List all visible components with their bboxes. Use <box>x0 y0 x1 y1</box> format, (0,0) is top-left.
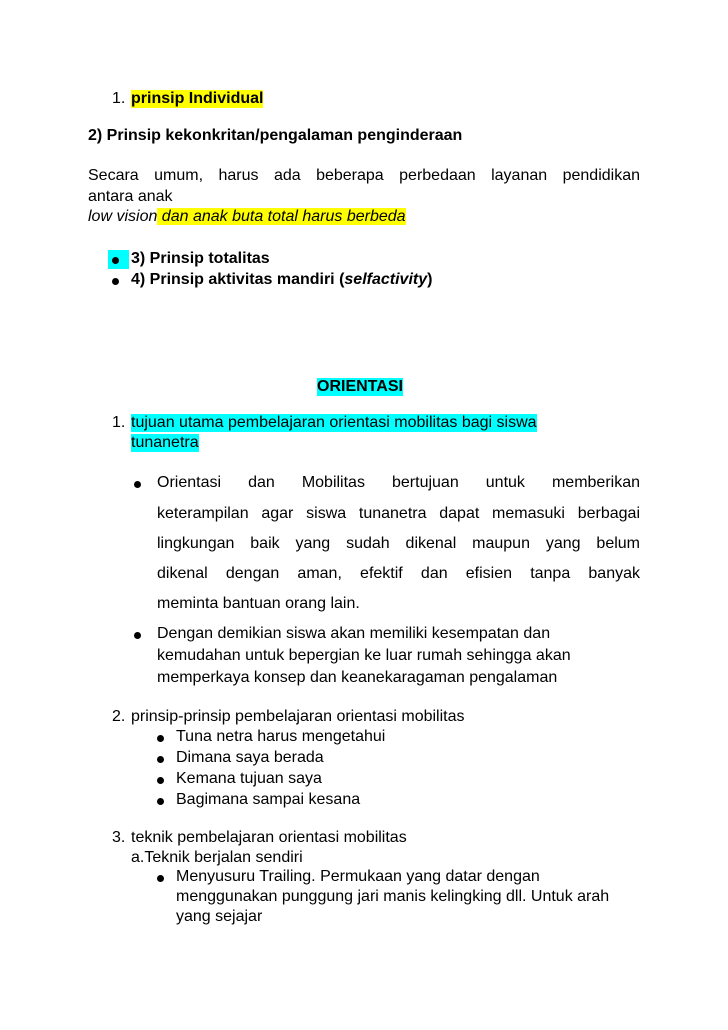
list-number: 3. <box>112 829 126 846</box>
bullet-icon <box>134 632 141 639</box>
bullet-icon <box>157 875 164 882</box>
bullet-icon <box>157 798 164 805</box>
list-number: 1. <box>112 414 126 431</box>
paragraph-line: Secara umum, harus ada beberapa perbedaan layanan pendidikan <box>88 167 640 184</box>
list-item: Bagimana sampai kesana <box>176 791 361 808</box>
highlighted-phrase: dan anak buta total harus berbeda <box>157 208 406 225</box>
paragraph-line <box>88 208 406 226</box>
technique-heading: teknik pembelajaran orientasi mobilitas <box>131 829 407 846</box>
body-line: meminta bantuan orang lain. <box>157 595 360 612</box>
bullet-icon <box>112 257 119 264</box>
list-item: Dimana saya berada <box>176 749 324 766</box>
bullet-icon <box>134 481 141 488</box>
list-number: 2. <box>112 708 126 725</box>
principle-selfactivity: 4) Prinsip aktivitas mandiri (selfactivity) <box>131 271 433 288</box>
paragraph-line: antara anak <box>88 188 173 205</box>
section-title: ORIENTASI <box>317 378 403 395</box>
body-line: yang sejajar <box>176 908 263 925</box>
bullet-icon <box>157 735 164 742</box>
body-line: dikenal dengan aman, efektif dan efisien tanpa banyak <box>157 565 640 582</box>
body-line: kemudahan untuk bepergian ke luar rumah sehingga akan <box>157 647 571 664</box>
list-item: Kemana tujuan saya <box>176 770 322 787</box>
body-line: lingkungan baik yang sudah dikenal maupun yang belum <box>157 535 640 552</box>
list-item: Tuna netra harus mengetahui <box>176 728 386 745</box>
technique-subheading: a.Teknik berjalan sendiri <box>131 849 303 866</box>
principle-concreteness: 2) Prinsip kekonkritan/pengalaman penginderaan <box>88 127 463 144</box>
goal-heading-line: tujuan utama pembelajaran orientasi mobilitas bagi siswa <box>131 414 537 431</box>
low-vision-term: low vision <box>88 208 158 225</box>
goal-heading-line: tunanetra <box>131 434 199 451</box>
principle-individual: prinsip Individual <box>131 90 264 107</box>
body-line: Menyusuru Trailing. Permukaan yang datar dengan <box>176 868 540 885</box>
body-line: menggunakan punggung jari manis kelingking dll. Untuk arah <box>176 888 610 905</box>
principle-totality: 3) Prinsip totalitas <box>131 250 270 267</box>
bullet-icon <box>157 756 164 763</box>
body-line: keterampilan agar siswa tunanetra dapat memasuki berbagai <box>157 505 640 522</box>
principles-heading: prinsip-prinsip pembelajaran orientasi mobilitas <box>131 708 465 725</box>
list-number: 1. <box>112 90 126 107</box>
body-line: Orientasi dan Mobilitas bertujuan untuk memberikan <box>157 474 640 491</box>
body-line: memperkaya konsep dan keanekaragaman pengalaman <box>157 669 558 686</box>
body-line: Dengan demikian siswa akan memiliki kesempatan dan <box>157 625 551 642</box>
bullet-icon <box>112 278 119 285</box>
bullet-icon <box>157 777 164 784</box>
